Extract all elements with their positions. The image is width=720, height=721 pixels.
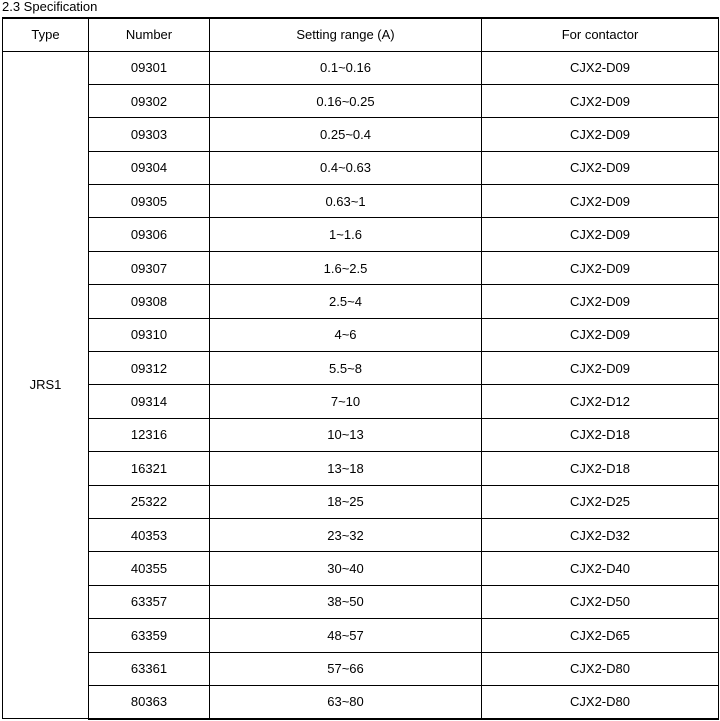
contactor-cell: CJX2-D65 [482, 619, 719, 652]
setting-range-cell: 57~66 [210, 652, 482, 685]
contactor-cell: CJX2-D40 [482, 552, 719, 585]
setting-range-cell: 0.25~0.4 [210, 118, 482, 151]
setting-range-cell: 4~6 [210, 318, 482, 351]
table-row [3, 518, 719, 551]
table-row [3, 452, 719, 485]
header-setting-range: Setting range (A) [210, 18, 482, 51]
setting-range-cell: 1.6~2.5 [210, 251, 482, 284]
table-row [3, 352, 719, 385]
contactor-cell: CJX2-D09 [482, 251, 719, 284]
contactor-cell: CJX2-D09 [482, 84, 719, 117]
table-row [3, 84, 719, 117]
number-cell: 63357 [89, 585, 210, 618]
contactor-cell: CJX2-D09 [482, 151, 719, 184]
table-row [3, 685, 719, 718]
table-row [3, 385, 719, 418]
setting-range-cell: 2.5~4 [210, 285, 482, 318]
table-body [3, 51, 719, 719]
contactor-cell: CJX2-D09 [482, 352, 719, 385]
setting-range-cell: 0.4~0.63 [210, 151, 482, 184]
number-cell: 09302 [89, 84, 210, 117]
number-cell: 09308 [89, 285, 210, 318]
contactor-cell: CJX2-D09 [482, 51, 719, 84]
table-row [3, 218, 719, 251]
contactor-cell: CJX2-D18 [482, 418, 719, 451]
number-cell: 25322 [89, 485, 210, 518]
section-title: 2.3 Specification [2, 0, 98, 14]
number-cell: 63359 [89, 619, 210, 652]
table-row [3, 185, 719, 218]
number-cell: 09307 [89, 251, 210, 284]
setting-range-cell: 30~40 [210, 552, 482, 585]
table-row [3, 418, 719, 451]
setting-range-cell: 0.16~0.25 [210, 84, 482, 117]
table-row [3, 318, 719, 351]
setting-range-cell: 63~80 [210, 685, 482, 718]
setting-range-cell: 1~1.6 [210, 218, 482, 251]
number-cell: 09303 [89, 118, 210, 151]
number-cell: 09301 [89, 51, 210, 84]
table-row [3, 652, 719, 685]
table-row [3, 118, 719, 151]
contactor-cell: CJX2-D80 [482, 685, 719, 718]
header-type: Type [3, 18, 89, 51]
setting-range-cell: 0.63~1 [210, 185, 482, 218]
setting-range-cell: 23~32 [210, 518, 482, 551]
setting-range-cell: 18~25 [210, 485, 482, 518]
setting-range-cell: 5.5~8 [210, 352, 482, 385]
contactor-cell: CJX2-D09 [482, 118, 719, 151]
number-cell: 09306 [89, 218, 210, 251]
contactor-cell: CJX2-D80 [482, 652, 719, 685]
table-row [3, 251, 719, 284]
table-row [3, 619, 719, 652]
table-row [3, 585, 719, 618]
setting-range-cell: 48~57 [210, 619, 482, 652]
table-header-row [3, 18, 719, 51]
number-cell: 40353 [89, 518, 210, 551]
contactor-cell: CJX2-D09 [482, 318, 719, 351]
contactor-cell: CJX2-D09 [482, 285, 719, 318]
contactor-cell: CJX2-D12 [482, 385, 719, 418]
specification-table [2, 17, 719, 720]
type-cell: JRS1 [3, 51, 89, 719]
setting-range-cell: 38~50 [210, 585, 482, 618]
header-number: Number [89, 18, 210, 51]
number-cell: 12316 [89, 418, 210, 451]
number-cell: 09312 [89, 352, 210, 385]
number-cell: 63361 [89, 652, 210, 685]
number-cell: 09304 [89, 151, 210, 184]
setting-range-cell: 13~18 [210, 452, 482, 485]
setting-range-cell: 10~13 [210, 418, 482, 451]
number-cell: 09305 [89, 185, 210, 218]
setting-range-cell: 0.1~0.16 [210, 51, 482, 84]
contactor-cell: CJX2-D09 [482, 218, 719, 251]
table-row [3, 51, 719, 84]
number-cell: 40355 [89, 552, 210, 585]
contactor-cell: CJX2-D25 [482, 485, 719, 518]
number-cell: 80363 [89, 685, 210, 718]
contactor-cell: CJX2-D09 [482, 185, 719, 218]
contactor-cell: CJX2-D18 [482, 452, 719, 485]
contactor-cell: CJX2-D32 [482, 518, 719, 551]
table-row [3, 485, 719, 518]
setting-range-cell: 7~10 [210, 385, 482, 418]
number-cell: 09310 [89, 318, 210, 351]
contactor-cell: CJX2-D50 [482, 585, 719, 618]
number-cell: 09314 [89, 385, 210, 418]
table-row [3, 552, 719, 585]
table-row [3, 285, 719, 318]
number-cell: 16321 [89, 452, 210, 485]
header-for-contactor: For contactor [482, 18, 719, 51]
table-row [3, 151, 719, 184]
